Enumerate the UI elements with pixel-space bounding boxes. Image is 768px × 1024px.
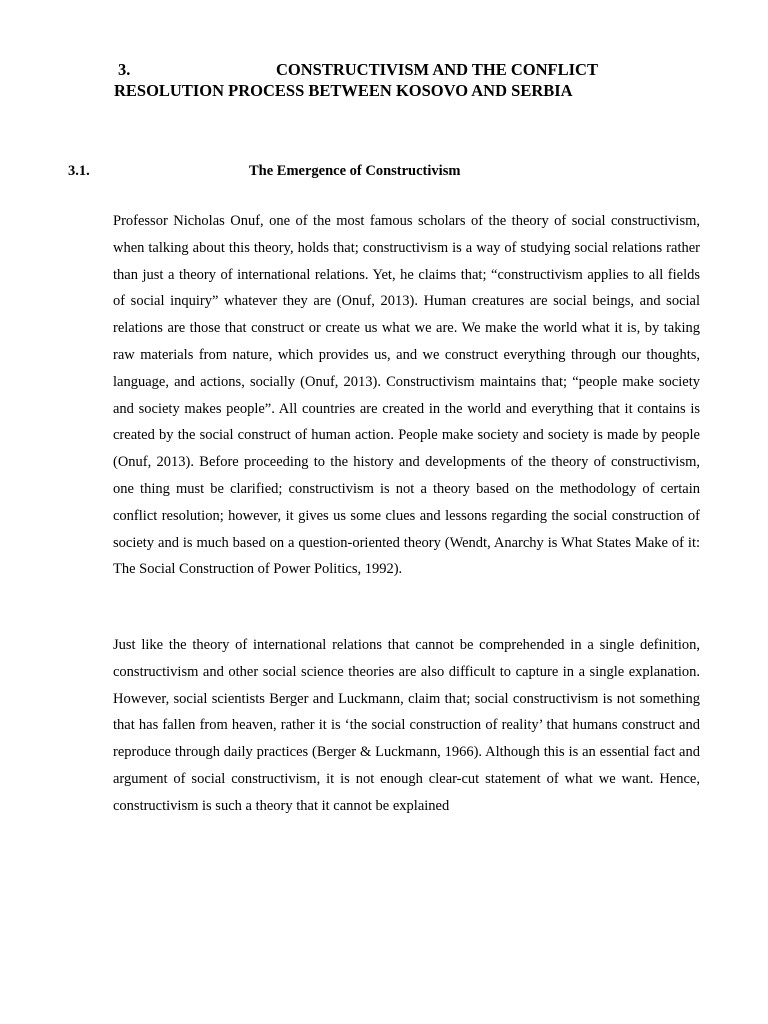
body-paragraph: Just like the theory of international relations that cannot be comprehended in a single definition, constructivism and other social science theories are also difficult to capture in a single explanation. However, social scientists Berger and Luckmann, claim that; social constructivism is not something that has fallen from heaven, rather it is ‘the social construction of reality’ that humans construct and reproduce through daily practices (Berger & Luckmann, 1966). Although this is an essential fact and argument of social constructivism, it is not enough clear-cut statement of what we want. Hence, constructivism is such a theory that it cannot be explained bbox=[113, 637, 700, 814]
chapter-title-line2: RESOLUTION PROCESS BETWEEN KOSOVO AND SERBIA bbox=[114, 81, 573, 100]
section-title: The Emergence of Constructivism bbox=[249, 163, 461, 179]
chapter-number: 3. bbox=[118, 60, 131, 79]
section-heading bbox=[68, 162, 668, 180]
chapter-heading bbox=[114, 59, 674, 101]
section-number: 3.1. bbox=[68, 163, 90, 179]
chapter-heading-line1 bbox=[114, 59, 674, 80]
body-paragraph: Professor Nicholas Onuf, one of the most famous scholars of the theory of social constructivism, when talking about this theory, holds that; constructivism is a way of studying social relations rather than just a theory of international relations. Yet, he claims that; “constructivism applies to all fields of social inquiry” whatever they are (Onuf, 2013). Human creatures are social beings, and social relations are those that construct or create us what we are. We make the world what it is, by taking raw materials from nature, which provides us, and we construct everything through our thoughts, language, and actions, socially (Onuf, 2013). Constructivism maintains that; “people make society and society makes people”. All countries are created in the world and everything that it contains is created by the social construct of human action. People make society and society is made by people (Onuf, 2013). Before proceeding to the history and developments of the theory of constructivism, one thing must be clarified; constructivism is not a theory based on the methodology of certain conflict resolution; however, it gives us some clues and lessons regarding the social construction of society and is much based on a question-oriented theory (Wendt, Anarchy is What States Make of it: The Social Construction of Power Politics, 1992). bbox=[113, 213, 700, 578]
chapter-title-line1: CONSTRUCTIVISM AND THE CONFLICT bbox=[276, 60, 598, 79]
